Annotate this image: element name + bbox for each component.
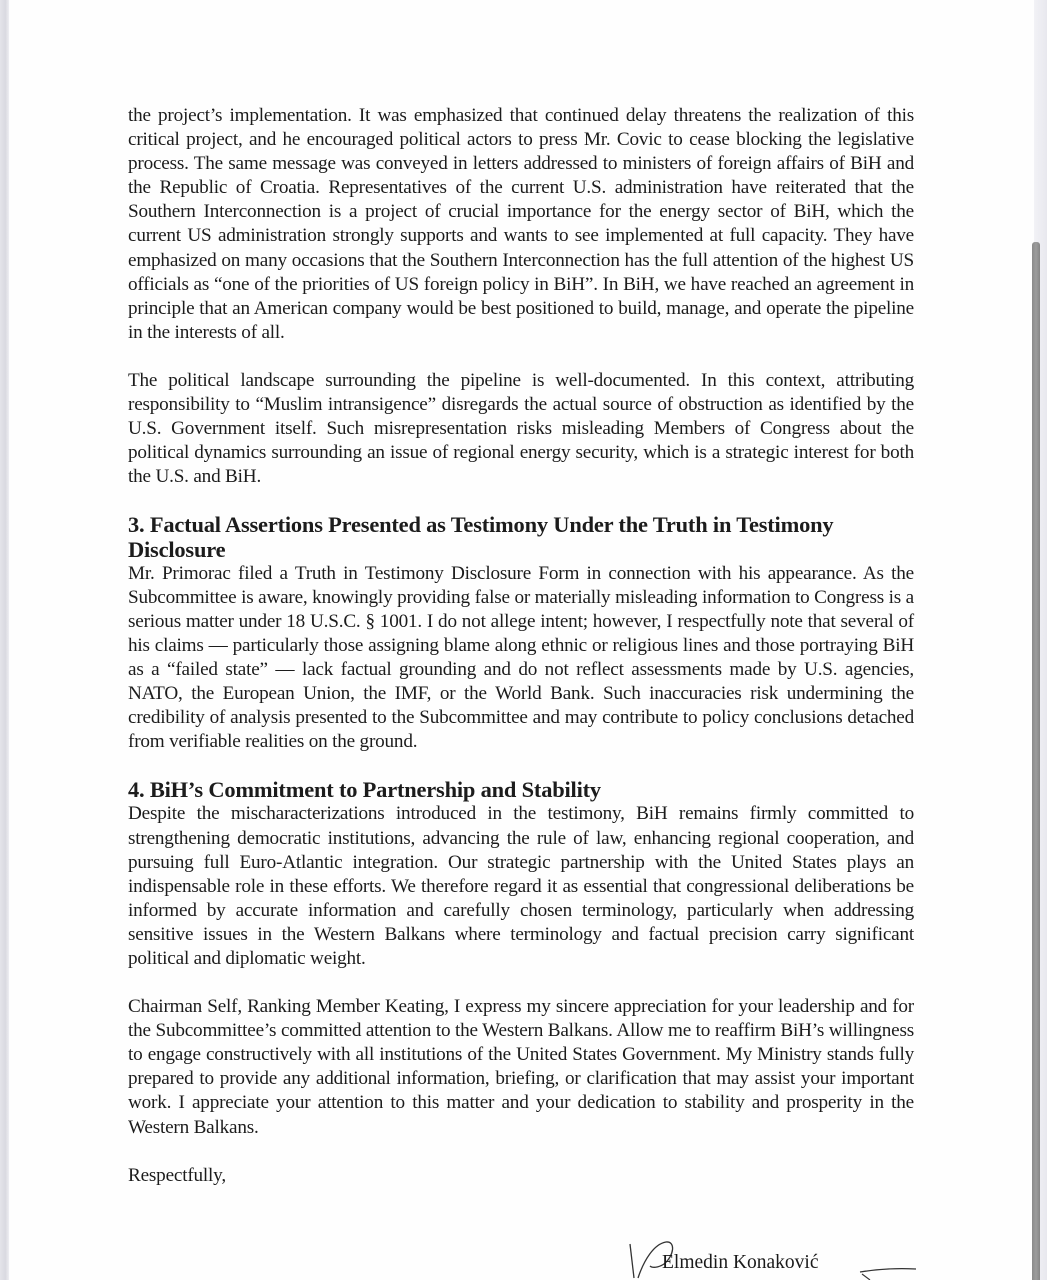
paragraph-gap [128,754,914,778]
letter-body [128,104,914,1188]
signature-block [620,1238,940,1280]
section-text-commitment: Despite the mischaracterizations introduced in the testimony, BiH remains firmly committed to strengthening democratic institutions, advancing the rule of law, enhancing regional cooperation, and pursuing full Euro-Atlantic integration. Our strategic partnership with the United States plays an indispensable role in these efforts. We therefore regard it as essential that congressional deliberations be informed by accurate information and carefully chosen terminology, particularly when addressing sensitive issues in the Western Balkans where terminology and factual precision carry significant political and diplomatic weight. [128,803,914,969]
section-heading-commitment: 4. BiH’s Commitment to Partnership and Stability [128,777,601,803]
section-heading-factual-assertions: 3. Factual Assertions Presented as Testimony Under the Truth in Testimony Disclosure [128,512,834,562]
page-edge-strip [1032,242,1040,1280]
paragraph-gap [128,971,914,995]
paragraph-gap [128,489,914,513]
signer-name: Elmedin Konaković [662,1252,819,1273]
sign-off: Respectfully, [128,1164,226,1186]
closing-paragraph: Chairman Self, Ranking Member Keating, I express my sincere appreciation for your leadership and for the Subcommittee’s committed attention to the Western Balkans. Allow me to reaffirm BiH’s willingness to engage constructively with all institutions of the United States Government. My Ministry stands fully prepared to provide any additional information, briefing, or clarification that may assist your important work. I appreciate your attention to this matter and your dedication to stability and prosperity in the Western Balkans. [128,996,914,1138]
paragraph-pipeline-support: the project’s implementation. It was emphasized that continued delay threatens the realization of this critical project, and he encouraged political actors to press Mr. Covic to cease blocking the legislative process. The same message was conveyed in letters addressed to ministers of foreign affairs of BiH and the Republic of Croatia. Representatives of the current U.S. administration have reiterated that the Southern Interconnection is a project of crucial importance for the energy sector of BiH, which the current US administration strongly supports and wants to see implemented at full capacity. They have emphasized on many occasions that the Southern Interconnection has the full attention of the highest US officials as “one of the priorities of US foreign policy in BiH”. In BiH, we have reached an agreement in principle that an American company would be best positioned to build, manage, and operate the pipeline in the interests of all. [128,105,914,343]
paragraph-gap [128,345,914,369]
page-left-edge [0,0,9,1280]
section-text-factual-assertions: Mr. Primorac filed a Truth in Testimony Disclosure Form in connection with his appearance. As the Subcommittee is aware, knowingly providing false or materially misleading information to Congress is a serious matter under 18 U.S.C. § 1001. I do not allege intent; however, I respectfully note that several of his claims — particularly those assigning blame along ethnic or religious lines and those portraying BiH as a “failed state” — lack factual grounding and do not reflect assessments made by U.S. agencies, NATO, the European Union, the IMF, or the World Bank. Such inaccuracies risk undermining the credibility of analysis presented to the Subcommittee and may contribute to policy conclusions detached from verifiable realities on the ground. [128,562,914,753]
paragraph-political-landscape: The political landscape surrounding the pipeline is well-documented. In this context, attributing responsibility to “Muslim intransigence” disregards the actual source of obstruction as identified by the U.S. Government itself. Such misrepresentation risks misleading Members of Congress about the political dynamics surrounding an issue of regional energy security, which is a strategic interest for both the U.S. and BiH. [128,369,914,488]
